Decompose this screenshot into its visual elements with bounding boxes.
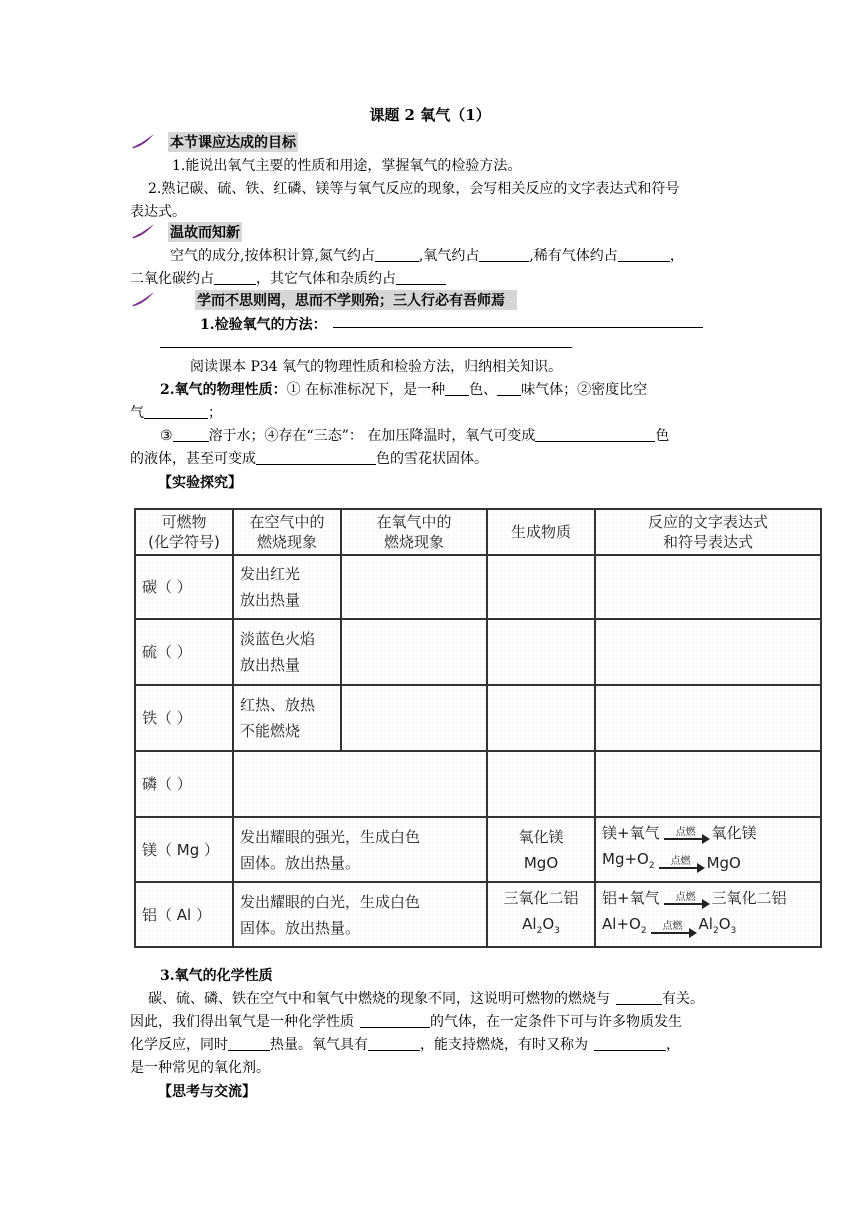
goal-2-line1: 2.熟记碳、硫、铁、红磷、镁等与氧气反应的现象，会写相关反应的文字表达式和符号: [148, 181, 680, 197]
quill-icon: [130, 222, 156, 240]
q2-line-3: ③ 溶于水；④存在“三态”： 在加压降温时，氧气可变成 色: [160, 428, 670, 444]
row-oxygen-cell[interactable]: [341, 555, 487, 619]
word-equation: 铝+氧气 点燃 三氧化二铝: [602, 889, 787, 907]
row-oxygen-cell[interactable]: [341, 619, 487, 685]
header-oxygen-phenomenon: 在氧气中的 燃烧现象: [341, 509, 487, 555]
table-row: [135, 619, 821, 685]
q2-line-1: 2.氧气的物理性质：① 在标准标况下，是一种 色、 味气体；②密度比空: [160, 382, 648, 398]
q3-line-2: 因此，我们得出氧气是一种化学性质 的气体，在一定条件下可与许多物质发生: [130, 1014, 682, 1030]
symbol-equation: $Al+O_2$ 点燃 $Al_2O_3$: [602, 915, 737, 936]
row-product-cell[interactable]: [487, 751, 595, 817]
header-product: 生成物质: [487, 509, 595, 555]
row-name: 铝（ Al ）: [135, 882, 233, 947]
row-air: 发出红光 放出热量: [233, 555, 341, 619]
row-product-cell[interactable]: [487, 685, 595, 751]
row-name: 磷（ ）: [135, 751, 233, 817]
row-expression-cell[interactable]: [595, 555, 821, 619]
row-expression: [595, 817, 821, 882]
reaction-arrow-icon: 点燃: [664, 827, 708, 840]
row-product: 氧化镁 MgO: [487, 817, 595, 882]
review-line-2: 二氧化碳约占 ，其它气体和杂质约占: [130, 268, 446, 288]
row-oxygen-cell[interactable]: [341, 685, 487, 751]
row-expression-cell[interactable]: [595, 619, 821, 685]
row-phenomenon: 发出耀眼的白光，生成白色 固体。放出热量。: [233, 882, 487, 947]
header-expression: 反应的文字表达式 和符号表达式: [595, 509, 821, 555]
row-expression-cell[interactable]: [595, 751, 821, 817]
q3-label: 3.氧气的化学性质: [160, 968, 273, 984]
row-air: 红热、放热 不能燃烧: [233, 685, 341, 751]
q1-answer-line[interactable]: [333, 327, 703, 328]
row-expression: [595, 882, 821, 947]
header-combustible-text: 可燃物 (化学符号): [148, 513, 220, 551]
quill-icon: [130, 132, 156, 150]
row-product: 三氧化二铝 $Al_2O_3$: [487, 882, 595, 947]
row-name: 铁（ ）: [135, 685, 233, 751]
reaction-arrow-icon: 点燃: [659, 856, 703, 869]
symbol-equation: $Mg+O_2$ 点燃 MgO: [602, 850, 741, 872]
row-phenomenon: 发出耀眼的强光，生成白色 固体。放出热量。: [233, 817, 487, 882]
goal-2-line2: 表达式。: [130, 204, 186, 220]
table-row: [135, 555, 821, 619]
table-header-row: [135, 509, 821, 555]
row-air: 淡蓝色火焰 放出热量: [233, 619, 341, 685]
table-row: [135, 685, 821, 751]
row-name: 碳（ ）: [135, 555, 233, 619]
q1-answer-line-2[interactable]: [160, 347, 572, 348]
review-line-1: 空气的成分,按体积计算,氮气约占 ,氧气约占 ,稀有气体约占 ，: [170, 248, 684, 264]
q3-line-1: 碳、硫、磷、铁在空气中和氧气中燃烧的现象不同，这说明可燃物的燃烧与 有关。: [148, 991, 704, 1007]
table-row: [135, 751, 821, 817]
row-phenomenon-cell[interactable]: [233, 751, 487, 817]
discuss-heading: 【思考与交流】: [158, 1084, 256, 1100]
q3-line-4: 是一种常见的氧化剂。: [130, 1060, 270, 1076]
row-product-cell[interactable]: [487, 555, 595, 619]
row-expression-cell[interactable]: [595, 685, 821, 751]
experiment-table: [134, 508, 822, 948]
q2-line-2: 气 ；: [130, 405, 222, 421]
word-equation: 镁+氧气 点燃 氧化镁: [602, 824, 757, 842]
q1-label: 1.检验氧气的方法：: [200, 317, 327, 333]
row-name: 硫（ ）: [135, 619, 233, 685]
table-row: [135, 817, 821, 882]
experiment-heading: 【实验探究】: [158, 475, 242, 491]
learn-heading: 学而不思则罔，思而不学则殆；三人行必有吾师焉: [195, 290, 517, 310]
q2-line-4: 的液体，甚至可变成 色的雪花状固体。: [130, 451, 488, 467]
read-note: 阅读课本 P34 氧气的物理性质和检验方法，归纳相关知识。: [190, 359, 563, 375]
reaction-arrow-icon: 点燃: [664, 892, 708, 905]
row-product-cell[interactable]: [487, 619, 595, 685]
table-row: [135, 882, 821, 947]
header-air-phenomenon: 在空气中的 燃烧现象: [233, 509, 341, 555]
quill-icon: [130, 290, 156, 308]
row-name: 镁（ Mg ）: [135, 817, 233, 882]
goals-heading: 本节课应达成的目标: [168, 132, 298, 152]
q3-line-3: 化学反应，同时 热量。氧气具有 ，能支持燃烧，有时又称为 ，: [130, 1037, 680, 1053]
reaction-arrow-icon: 点燃: [651, 921, 695, 934]
page-title: 课题 2 氧气（1）: [369, 106, 491, 124]
header-combustible: [135, 509, 233, 555]
goal-1: 1.能说出氧气主要的性质和用途，掌握氧气的检验方法。: [172, 158, 522, 174]
review-heading: 温故而知新: [168, 222, 242, 242]
